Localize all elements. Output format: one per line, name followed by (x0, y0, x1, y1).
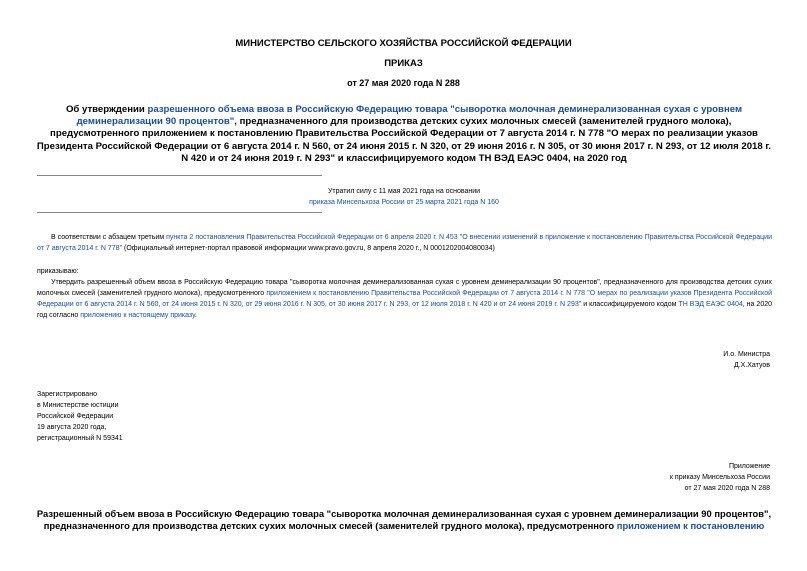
registration-line: 19 августа 2020 года, (37, 424, 107, 431)
ministry-name: МИНИСТЕРСТВО СЕЛЬСКОГО ХОЗЯЙСТВА РОССИЙСКОЙ ФЕДЕРАЦИИ (235, 38, 572, 49)
appendix-title-link[interactable]: приложением к постановлению (616, 520, 765, 532)
registration-line: Российской Федерации (37, 413, 114, 420)
document-title (34, 104, 774, 165)
appendix-title (34, 508, 774, 532)
registration-line: Зарегистрировано (37, 391, 97, 398)
appendix-title-text: Разрешенный объем ввоза в Российскую Федерацию товара "сыворотка молочная деминерализованная сухая с уровнем деминерализации 90 процентов", предназначенного для производства детских сухих молочных смесей (заменителей грудного молока), предусмотренного (36, 508, 772, 532)
order-text-b: и классифицируемого кодом (581, 301, 679, 308)
appendix-header (570, 461, 770, 494)
divider-top (37, 175, 322, 176)
order-text-c: , на 2020 год согласно (37, 301, 772, 319)
preamble-link-resolution[interactable]: пункта 2 постановления Правительства Российской Федерации от 6 апреля 2020 г. N 453 (166, 234, 458, 241)
appendix-line: Приложение (728, 463, 770, 470)
registration-line: в Министерстве юстиции (37, 402, 119, 409)
document-type: ПРИКАЗ (384, 58, 423, 69)
order-text-d: . (194, 312, 197, 319)
order-word: приказываю: (37, 268, 79, 275)
appendix-line: от 27 мая 2020 года N 288 (684, 485, 770, 492)
registration-line: регистрационный N 59341 (37, 435, 123, 442)
title-link-volume[interactable]: разрешенного объема ввоза в Российскую Федерацию товара "сыворотка молочная деминерализованная сухая с уровнем деминерализации 90 процентов" (76, 104, 743, 128)
lost-force-link[interactable]: приказа Минсельхоза России от 25 марта 2021 года N 160 (309, 199, 499, 206)
preamble-link-amendments[interactable]: "О внесении изменений в приложение к постановлению Правительства Российской Федерации от 7 августа 2014 г. N 778" (37, 234, 772, 252)
order-link-tn-ved[interactable]: ТН ВЭД ЕАЭС 0404 (678, 301, 743, 308)
preamble-paragraph (37, 232, 772, 254)
title-text-start: Об утверждении (65, 104, 148, 115)
document-date: от 27 мая 2020 года N 288 (347, 78, 460, 88)
order-link-appendix[interactable]: приложению к настоящему приказу (80, 312, 195, 319)
signature-position: И.о. Министра (723, 351, 770, 358)
signature-name: Д.Х.Хатуов (733, 362, 770, 369)
registration-block (37, 389, 237, 444)
order-text-a: Утвердить разрешенный объем ввоза в Российскую Федерацию товара "сыворотка молочная деминерализованная сухая с уровнем деминерализации 90 процентов", предназначенного для производства детских сухих молочных смесей (заменителей грудного молока), предусмотренного (37, 279, 772, 297)
appendix-line: к приказу Минсельхоза России (669, 474, 770, 481)
divider-bottom (37, 212, 322, 213)
signature-block (630, 349, 770, 371)
lost-force-text: Утратил силу с 11 мая 2021 года на основании (327, 188, 481, 195)
preamble-text-c: (Официальный интернет-портал правовой информации www.pravo.gov.ru, 8 апреля 2020 г., N 0001202004080034) (122, 245, 495, 252)
order-link-appendix-resolution[interactable]: приложением к постановлению Правительства Российской Федерации от 7 августа 2014 г. N 778 "О мерах по реализации указов Президента Российской Федерации от 6 августа 2014 г. N 560, от 24 июня 2015 г. N 320, от 29 июня 2016 г. N 305, от 30 июня 2017 г. N 293, от 12 июля 2018 г. N 420 и от 24 июня 2019 г. N 293" (37, 290, 772, 308)
lost-force-notice (300, 186, 508, 208)
title-text-rest: , предназначенного для производства детских сухих молочных смесей (заменителей грудного молока), предусмотренного приложением к постановлению Правительства Российской Федерации от 7 августа 2014 г. N 778 "О мерах по реализации указов Президента Российской Федерации от 6 августа 2014 г. N 560, от 24 июня 2015 г. N 320, от 29 июня 2016 г. N 305, от 30 июня 2017 г. N 293, от 12 июля 2018 г. N 420 и от 24 июня 2019 г. N 293" и классифицируемого кодом ТН ВЭД ЕАЭС 0404, на 2020 год (36, 116, 772, 164)
order-paragraph (37, 277, 772, 321)
preamble-text-a: В соответствии с абзацем третьим (51, 234, 167, 241)
